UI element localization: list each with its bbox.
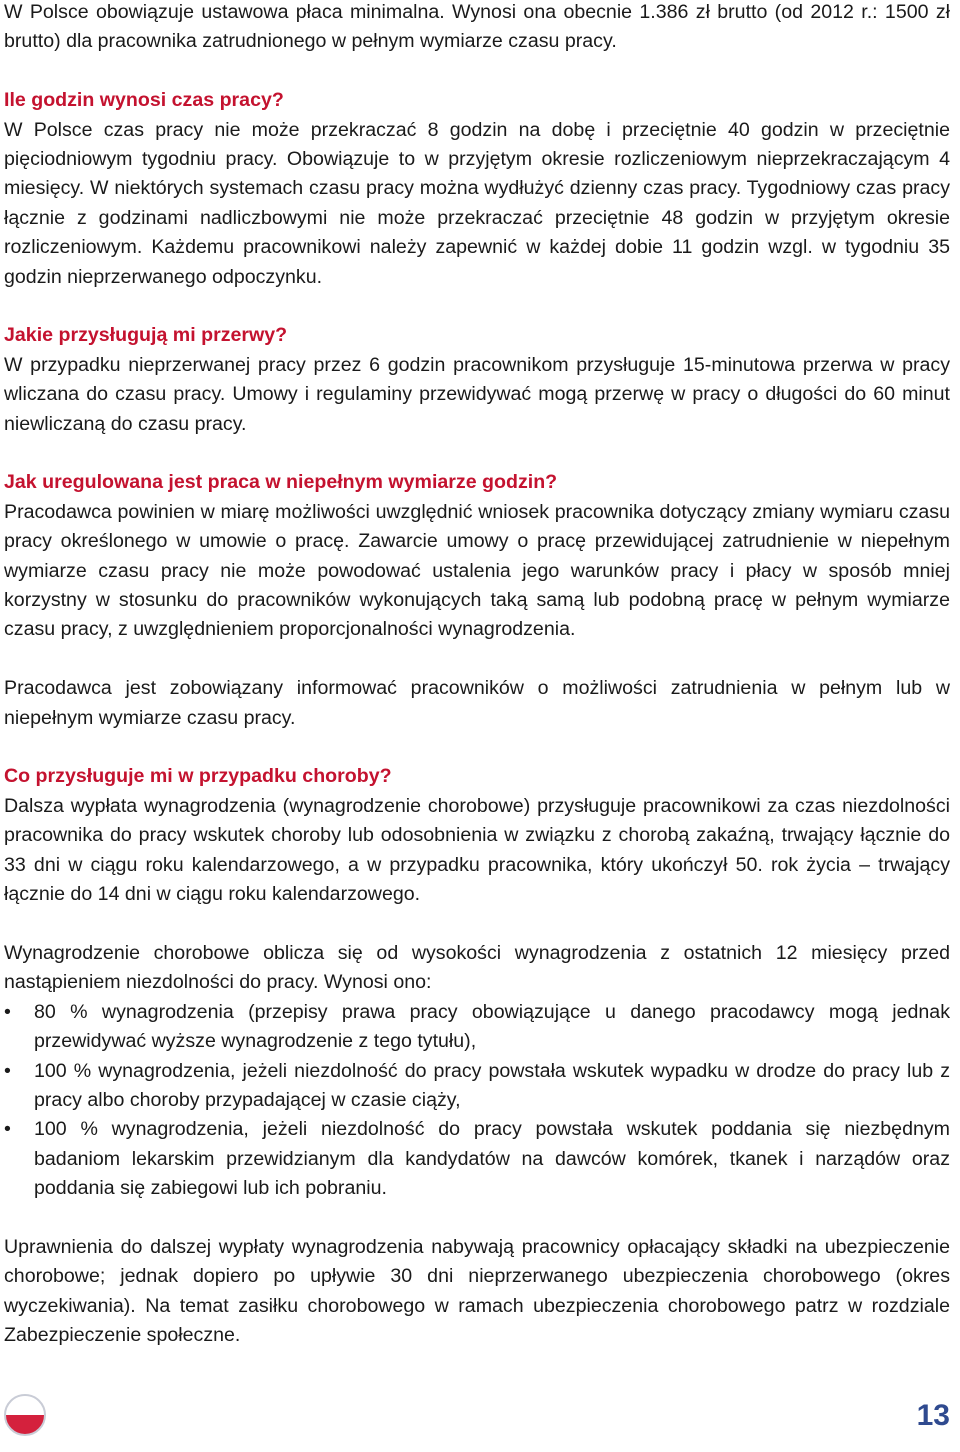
bullet-icon: • <box>4 1059 11 1082</box>
paragraph-sickness-closing: Uprawnienia do dalszej wypłaty wynagrodzenia nabywają pracownicy opłacający składki na ubezpieczenie chorobowe; jednak dopiero po upływie 30 dni nieprzerwanego ubezpieczenia chorobowego (okres wyczekiwania). Na temat zasiłku chorobowego w ramach ubezpieczenia chorobowego patrz w rozdziale Zabezpieczenie społeczne. <box>4 1235 950 1347</box>
list-item <box>4 998 950 1057</box>
bullet-icon: • <box>4 1000 11 1023</box>
paragraph-working-hours: W Polsce czas pracy nie może przekraczać 8 godzin na dobę i przeciętnie 40 godzin w przeciętnie pięciodniowym tygodniu pracy. Obowiązuje to w przyjętym okresie rozliczeniowym nieprzekraczającym 4 miesięcy. W niektórych systemach czasu pracy można wydłużyć dzienny czas pracy. Tygodniowy czas pracy łącznie z godzinami nadliczbowymi nie może przekraczać przeciętnie 48 godzin w przyjętym okresie rozliczeniowym. Każdemu pracownikowi należy zapewnić w każdej dobie 11 godzin wzgl. w tygodniu 35 godzin nieprzerwanego odpoczynku. <box>4 118 950 288</box>
sick-pay-list <box>4 998 950 1204</box>
list-item-text: 100 % wynagrodzenia, jeżeli niezdolność do pracy powstała wskutek poddania się niezbędnym badaniom lekarskim przewidzianym dla kandydatów na dawców komórek, tkanek i narządów oraz poddania się zabiegowi lub ich pobraniu. <box>34 1118 950 1200</box>
list-item <box>4 1057 950 1116</box>
intro-paragraph: W Polsce obowiązuje ustawowa płaca minimalna. Wynosi ona obecnie 1.386 zł brutto (od 2012 r.: 1500 zł brutto) dla pracownika zatrudnionego w pełnym wymiarze czasu pracy. <box>4 1 950 53</box>
spacer <box>4 57 950 86</box>
document-page <box>4 0 950 1351</box>
spacer <box>4 1204 950 1233</box>
poland-flag-icon <box>4 1394 46 1436</box>
spacer <box>4 439 950 468</box>
page-number: 13 <box>916 1399 950 1432</box>
list-item <box>4 1115 950 1203</box>
list-item-text: 80 % wynagrodzenia (przepisy prawa pracy obowiązujące u danego pracodawcy mogą jednak przewidywać wyższe wynagrodzenie z tego tytułu), <box>34 1000 950 1053</box>
paragraph-breaks: W przypadku nieprzerwanej pracy przez 6 godzin pracownikom przysługuje 15-minutowa przerwa w pracy wliczana do czasu pracy. Umowy i regulaminy przewidywać mogą przerwę w pracy o długości do 60 minut niewliczaną do czasu pracy. <box>4 353 950 435</box>
paragraph-sickness-2: Wynagrodzenie chorobowe oblicza się od wysokości wynagrodzenia z ostatnich 12 miesięcy przed nastąpieniem niezdolności do pracy. Wynosi ono: <box>4 941 950 994</box>
heading-working-hours: Ile godzin wynosi czas pracy? <box>4 89 284 112</box>
heading-breaks: Jakie przysługują mi przerwy? <box>4 324 288 347</box>
list-item-text: 100 % wynagrodzenia, jeżeli niezdolność do pracy powstała wskutek wypadku w drodze do pracy lub z pracy albo choroby przypadającej w czasie ciąży, <box>34 1059 950 1111</box>
paragraph-sickness-1: Dalsza wypłata wynagrodzenia (wynagrodzenie chorobowe) przysługuje pracownikowi za czas niezdolności pracownika do pracy wskutek choroby lub odosobnienia w związku z chorobą zakaźną, trwający łącznie do 33 dni w ciągu roku kalendarzowego, a w przypadku pracownika, który ukończył 50. rok życia – trwający łącznie do 14 dni w ciągu roku kalendarzowego. <box>4 794 950 906</box>
spacer <box>4 292 950 321</box>
spacer <box>4 733 950 762</box>
paragraph-part-time-1: Pracodawca powinien w miarę możliwości uwzględnić wniosek pracownika dotyczący zmiany wymiaru czasu pracy określonego w umowie o pracę. Zawarcie umowy o pracę przewidującej zatrudnienie w niepełnym wymiarze czasu pracy nie może powodować ustalenia jego warunków pracy i płacy w sposób mniej korzystny w stosunku do pracowników wykonujących taką samą lub podobną pracę w pełnym wymiarze czasu pracy, z uwzględnieniem proporcjonalności wynagrodzenia. <box>4 500 950 641</box>
spacer <box>4 910 950 939</box>
heading-part-time: Jak uregulowana jest praca w niepełnym wymiarze godzin? <box>4 471 558 494</box>
heading-sickness: Co przysługuje mi w przypadku choroby? <box>4 765 392 788</box>
bullet-icon: • <box>4 1118 11 1141</box>
paragraph-part-time-2: Pracodawca jest zobowiązany informować pracowników o możliwości zatrudnienia w pełnym lub w niepełnym wymiarze czasu pracy. <box>4 677 950 729</box>
spacer <box>4 645 950 674</box>
